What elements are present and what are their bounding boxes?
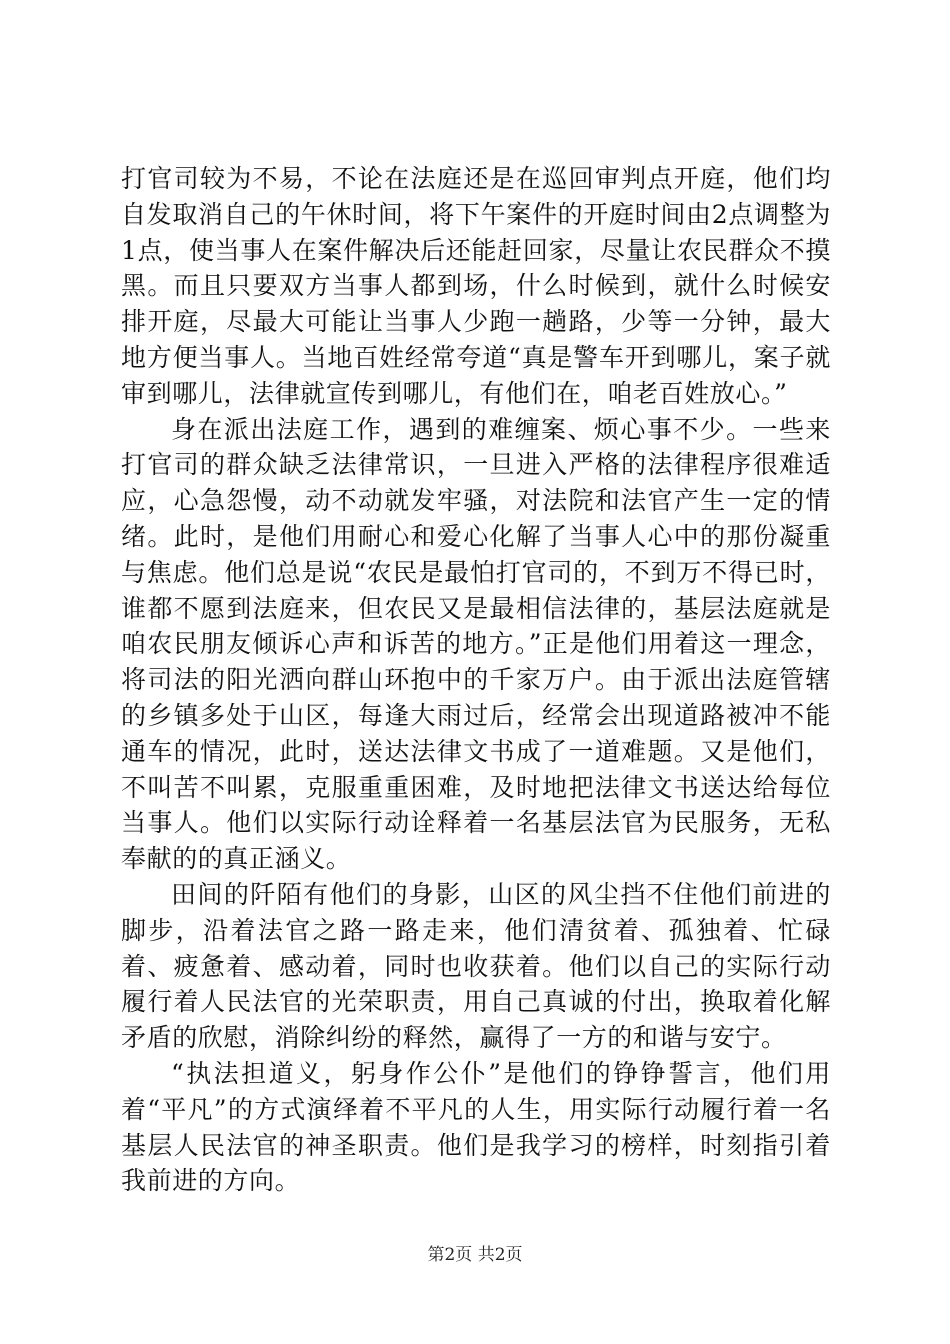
- document-body: [121, 161, 831, 1199]
- paragraph-3: 田间的阡陌有他们的身影，山区的风尘挡不住他们前进的脚步，沿着法官之路一路走来，他们清贫着、孤独着、忙碌着、疲惫着、感动着，同时也收获着。他们以自己的实际行动履行着人民法官的光荣职责，用自己真诚的付出，换取着化解矛盾的欣慰，消除纠纷的释然，赢得了一方的和谐与安宁。: [121, 879, 831, 1053]
- page-footer: 第2页 共2页: [427, 1245, 523, 1265]
- paragraph-2: 身在派出法庭工作，遇到的难缠案、烦心事不少。一些来打官司的群众缺乏法律常识，一旦进入严格的法律程序很难适应，心急怨慢，动不动就发牢骚，对法院和法官产生一定的情绪。此时，是他们用耐心和爱心化解了当事人心中的那份凝重与焦虑。他们总是说“农民是最怕打官司的，不到万不得已时，谁都不愿到法庭来，但农民又是最相信法律的，基层法庭就是咱农民朋友倾诉心声和诉苦的地方。”正是他们用着这一理念，将司法的阳光洒向群山环抱中的千家万户。由于派出法庭管辖的乡镇多处于山区，每逢大雨过后，经常会出现道路被冲不能通车的情况，此时，送达法律文书成了一道难题。又是他们，不叫苦不叫累，克服重重困难，及时地把法律文书送达给每位当事人。他们以实际行动诠释着一名基层法官为民服务，无私奉献的的真正涵义。: [121, 414, 831, 874]
- paragraph-1: 打官司较为不易，不论在法庭还是在巡回审判点开庭，他们均自发取消自己的午休时间，将下午案件的开庭时间由2点调整为1点，使当事人在案件解决后还能赶回家，尽量让农民群众不摸黑。而且只要双方当事人都到场，什么时候到，就什么时候安排开庭，尽最大可能让当事人少跑一趟路，少等一分钟，最大地方便当事人。当地百姓经常夸道“真是警车开到哪儿，案子就审到哪儿，法律就宣传到哪儿，有他们在，咱老百姓放心。”: [121, 164, 831, 408]
- paragraph-4: “执法担道义，躬身作公仆”是他们的铮铮誓言，他们用着“平凡”的方式演绎着不平凡的人生，用实际行动履行着一名基层人民法官的神圣职责。他们是我学习的榜样，时刻指引着我前进的方向。: [121, 1058, 831, 1196]
